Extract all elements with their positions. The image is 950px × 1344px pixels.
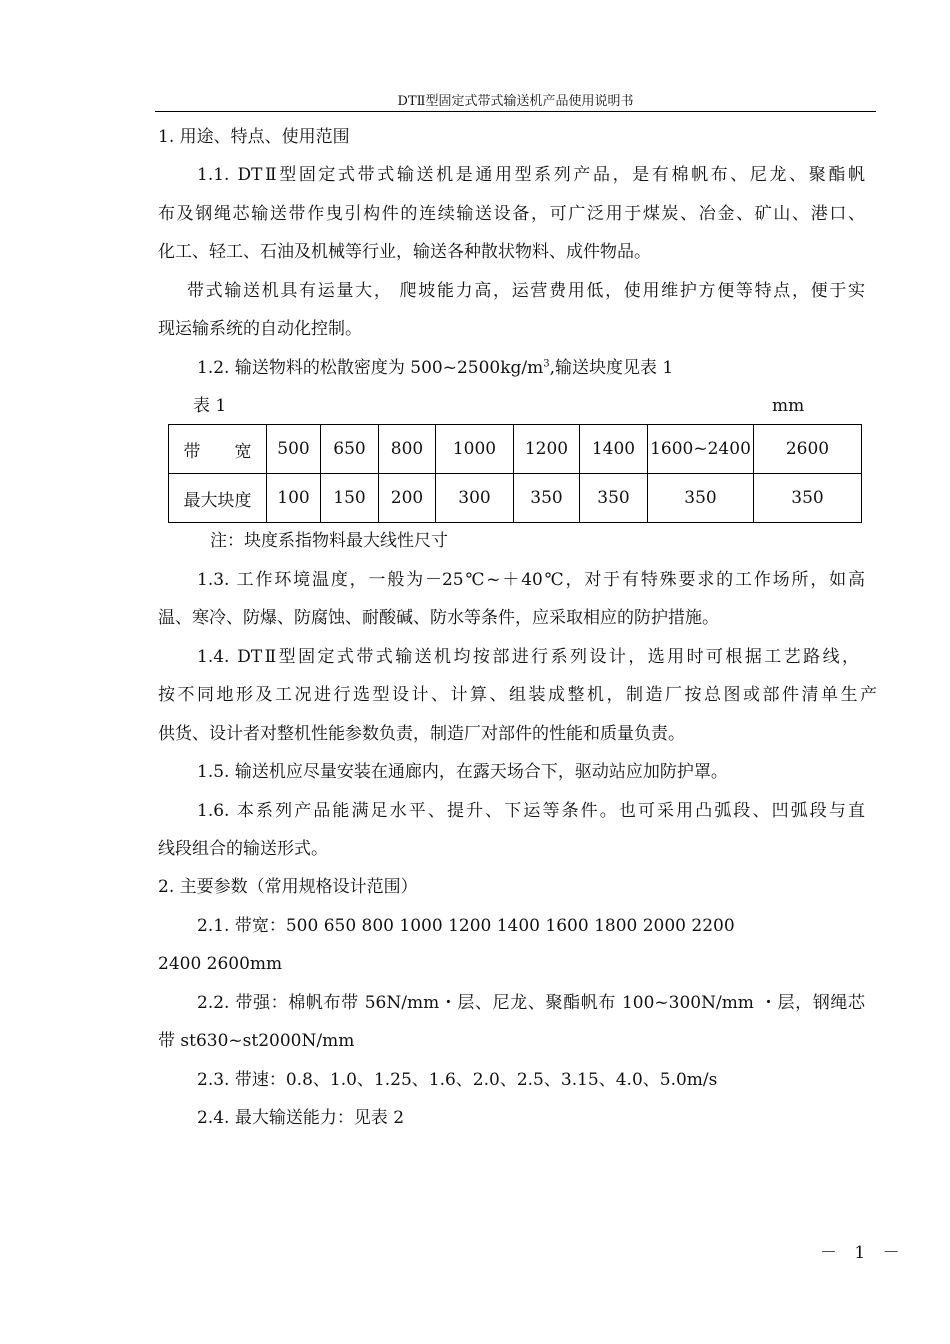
paragraph-2-2-line-2: 带 st630~st2000N/mm: [158, 1031, 355, 1051]
table-cell: 100: [267, 474, 321, 523]
row-label-max-lump-size: 最大块度: [169, 474, 267, 523]
table-cell: 350: [754, 474, 862, 523]
table-cell: 650: [321, 425, 379, 474]
paragraph-1-2: [197, 358, 673, 378]
table-1-unit: mm: [772, 396, 805, 416]
paragraph-1-3-line-2: 温、寒冷、防爆、防腐蚀、耐酸碱、防水等条件，应采取相应的防护措施。: [158, 608, 719, 628]
section-1-heading: 1. 用途、特点、使用范围: [158, 127, 350, 147]
paragraph-1-2-text: 1.2. 输送物料的松散密度为 500~2500kg/m: [197, 358, 544, 378]
table-cell: 300: [436, 474, 514, 523]
table-row-belt-width: [169, 425, 862, 474]
table-1-note: 注：块度系指物料最大线性尺寸: [210, 531, 448, 551]
table-1-label: 表 1: [193, 396, 227, 416]
paragraph-2-4: 2.4. 最大输送能力：见表 2: [197, 1108, 405, 1128]
paragraph-1-1-line-2: 布及钢绳芯输送带作曳引构件的连续输送设备，可广泛用于煤炭、冶金、矿山、港口、: [158, 204, 865, 224]
paragraph-1-4-line-1: 1.4. DTⅡ型固定式带式输送机均按部进行系列设计，选用时可根据工艺路线，: [197, 647, 859, 667]
table-cell: 350: [580, 474, 648, 523]
table-cell: 1000: [436, 425, 514, 474]
section-2-heading: 2. 主要参数（常用规格设计范围）: [158, 877, 418, 897]
paragraph-belt-features-line-1: 带式输送机具有运量大， 爬坡能力高，运营费用低，使用维护方便等特点，便于实: [187, 281, 865, 301]
paragraph-1-6-line-2: 线段组合的输送形式。: [158, 839, 328, 859]
header-divider: [155, 111, 876, 112]
page-header-title: DTⅡ型固定式带式输送机产品使用说明书: [397, 94, 634, 109]
table-cell: 2600: [754, 425, 862, 474]
paragraph-1-6-line-1: 1.6. 本系列产品能满足水平、提升、下运等条件。也可采用凸弧段、凹弧段与直: [197, 801, 865, 821]
paragraph-2-1-line-1: 2.1. 带宽：500 650 800 1000 1200 1400 1600 1800 2000 2200: [197, 916, 735, 936]
paragraph-2-1-line-2: 2400 2600mm: [158, 954, 283, 974]
row-label-belt-width: 带 宽: [169, 425, 267, 474]
page-number: － 1 －: [820, 1243, 906, 1263]
table-cell: 1200: [514, 425, 580, 474]
table-cell: 200: [379, 474, 436, 523]
superscript-3: 3: [543, 358, 550, 370]
paragraph-1-5: 1.5. 输送机应尽量安装在通廊内，在露天场合下，驱动站应加防护罩。: [197, 762, 728, 782]
table-cell: 150: [321, 474, 379, 523]
paragraph-1-1-line-1: 1.1. DTⅡ型固定式带式输送机是通用型系列产品，是有棉帆布、尼龙、聚酯帆: [197, 165, 865, 185]
paragraph-1-4-line-2: 按不同地形及工况进行选型设计、计算、组装成整机，制造厂按总图或部件清单生产: [158, 685, 877, 705]
table-cell: 350: [514, 474, 580, 523]
paragraph-1-3-line-1: 1.3. 工作环境温度，一般为－25℃~＋40℃，对于有特殊要求的工作场所，如高: [197, 570, 865, 590]
table-cell: 500: [267, 425, 321, 474]
table-cell: 800: [379, 425, 436, 474]
paragraph-1-1-line-3: 化工、轻工、石油及机械等行业，输送各种散状物料、成件物品。: [158, 242, 651, 262]
paragraph-1-4-line-3: 供货、设计者对整机性能参数负责，制造厂对部件的性能和质量负责。: [158, 724, 685, 744]
table-cell: 1400: [580, 425, 648, 474]
paragraph-2-2-line-1: 2.2. 带强：棉帆布带 56N/mm・层、尼龙、聚酯帆布 100~300N/mm ・层，钢绳芯: [197, 993, 865, 1013]
paragraph-1-2-text-end: ,输送块度见表 1: [549, 358, 674, 378]
table-cell: 350: [648, 474, 754, 523]
paragraph-belt-features-line-2: 现运输系统的自动化控制。: [158, 319, 362, 339]
table-1-lump-size: [168, 424, 862, 523]
table-row-max-lump-size: [169, 474, 862, 523]
table-cell: 1600~2400: [648, 425, 754, 474]
paragraph-2-3: 2.3. 带速：0.8、1.0、1.25、1.6、2.0、2.5、3.15、4.0、5.0m/s: [197, 1070, 718, 1090]
